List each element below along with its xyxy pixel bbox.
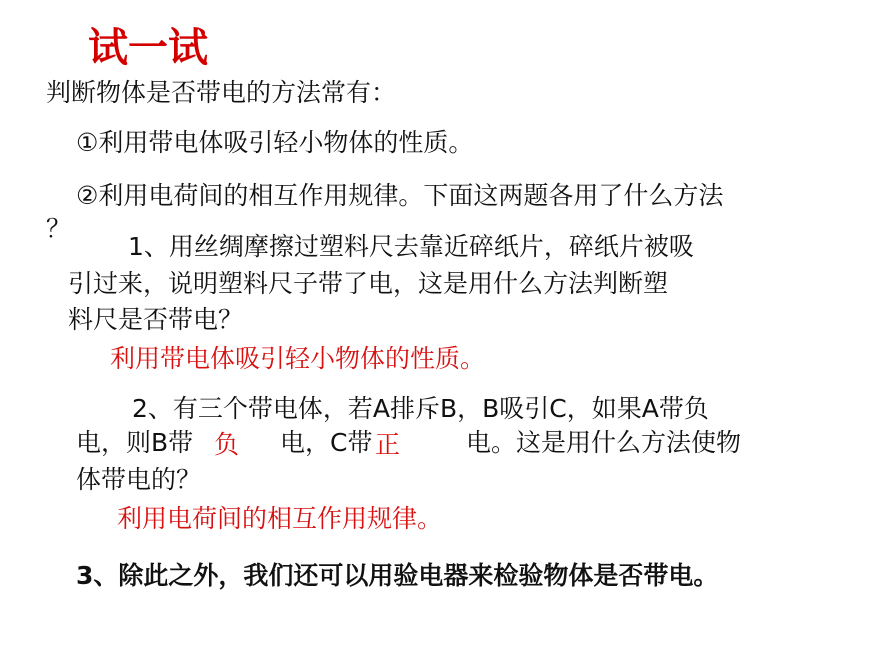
answer-c-charge: 正	[375, 430, 401, 459]
question-1-line-2: 引过来，说明塑料尺子带了电，这是用什么方法判断塑	[68, 269, 669, 298]
method-2-question-mark: ？	[46, 214, 72, 243]
question-1-line-3: 料尺是否带电？	[68, 305, 244, 334]
intro-text: 判断物体是否带电的方法常有：	[46, 78, 397, 107]
question-1-line-1: 1、用丝绸摩擦过塑料尺去靠近碎纸片，碎纸片被吸	[128, 232, 694, 261]
answer-1: 利用带电体吸引轻小物体的性质。	[110, 344, 486, 373]
question-2-text-c: 电。这是用什么方法使物	[466, 428, 742, 457]
answer-2: 利用电荷间的相互作用规律。	[117, 504, 443, 533]
point-3: 3、除此之外，我们还可以用验电器来检验物体是否带电。	[76, 561, 719, 590]
question-2-line-1: 2、有三个带电体，若A排斥B，B吸引C，如果A带负	[132, 394, 709, 423]
slide-title: 试一试	[88, 25, 208, 71]
question-2-line-3: 体带电的？	[76, 465, 202, 494]
method-1: ①利用带电体吸引轻小物体的性质。	[76, 128, 474, 157]
question-2-text-a: 电，则B带	[76, 428, 194, 457]
question-2-text-b: 电，C带	[280, 428, 373, 457]
method-2: ②利用电荷间的相互作用规律。下面这两题各用了什么方法	[76, 181, 724, 210]
answer-b-charge: 负	[214, 430, 240, 459]
